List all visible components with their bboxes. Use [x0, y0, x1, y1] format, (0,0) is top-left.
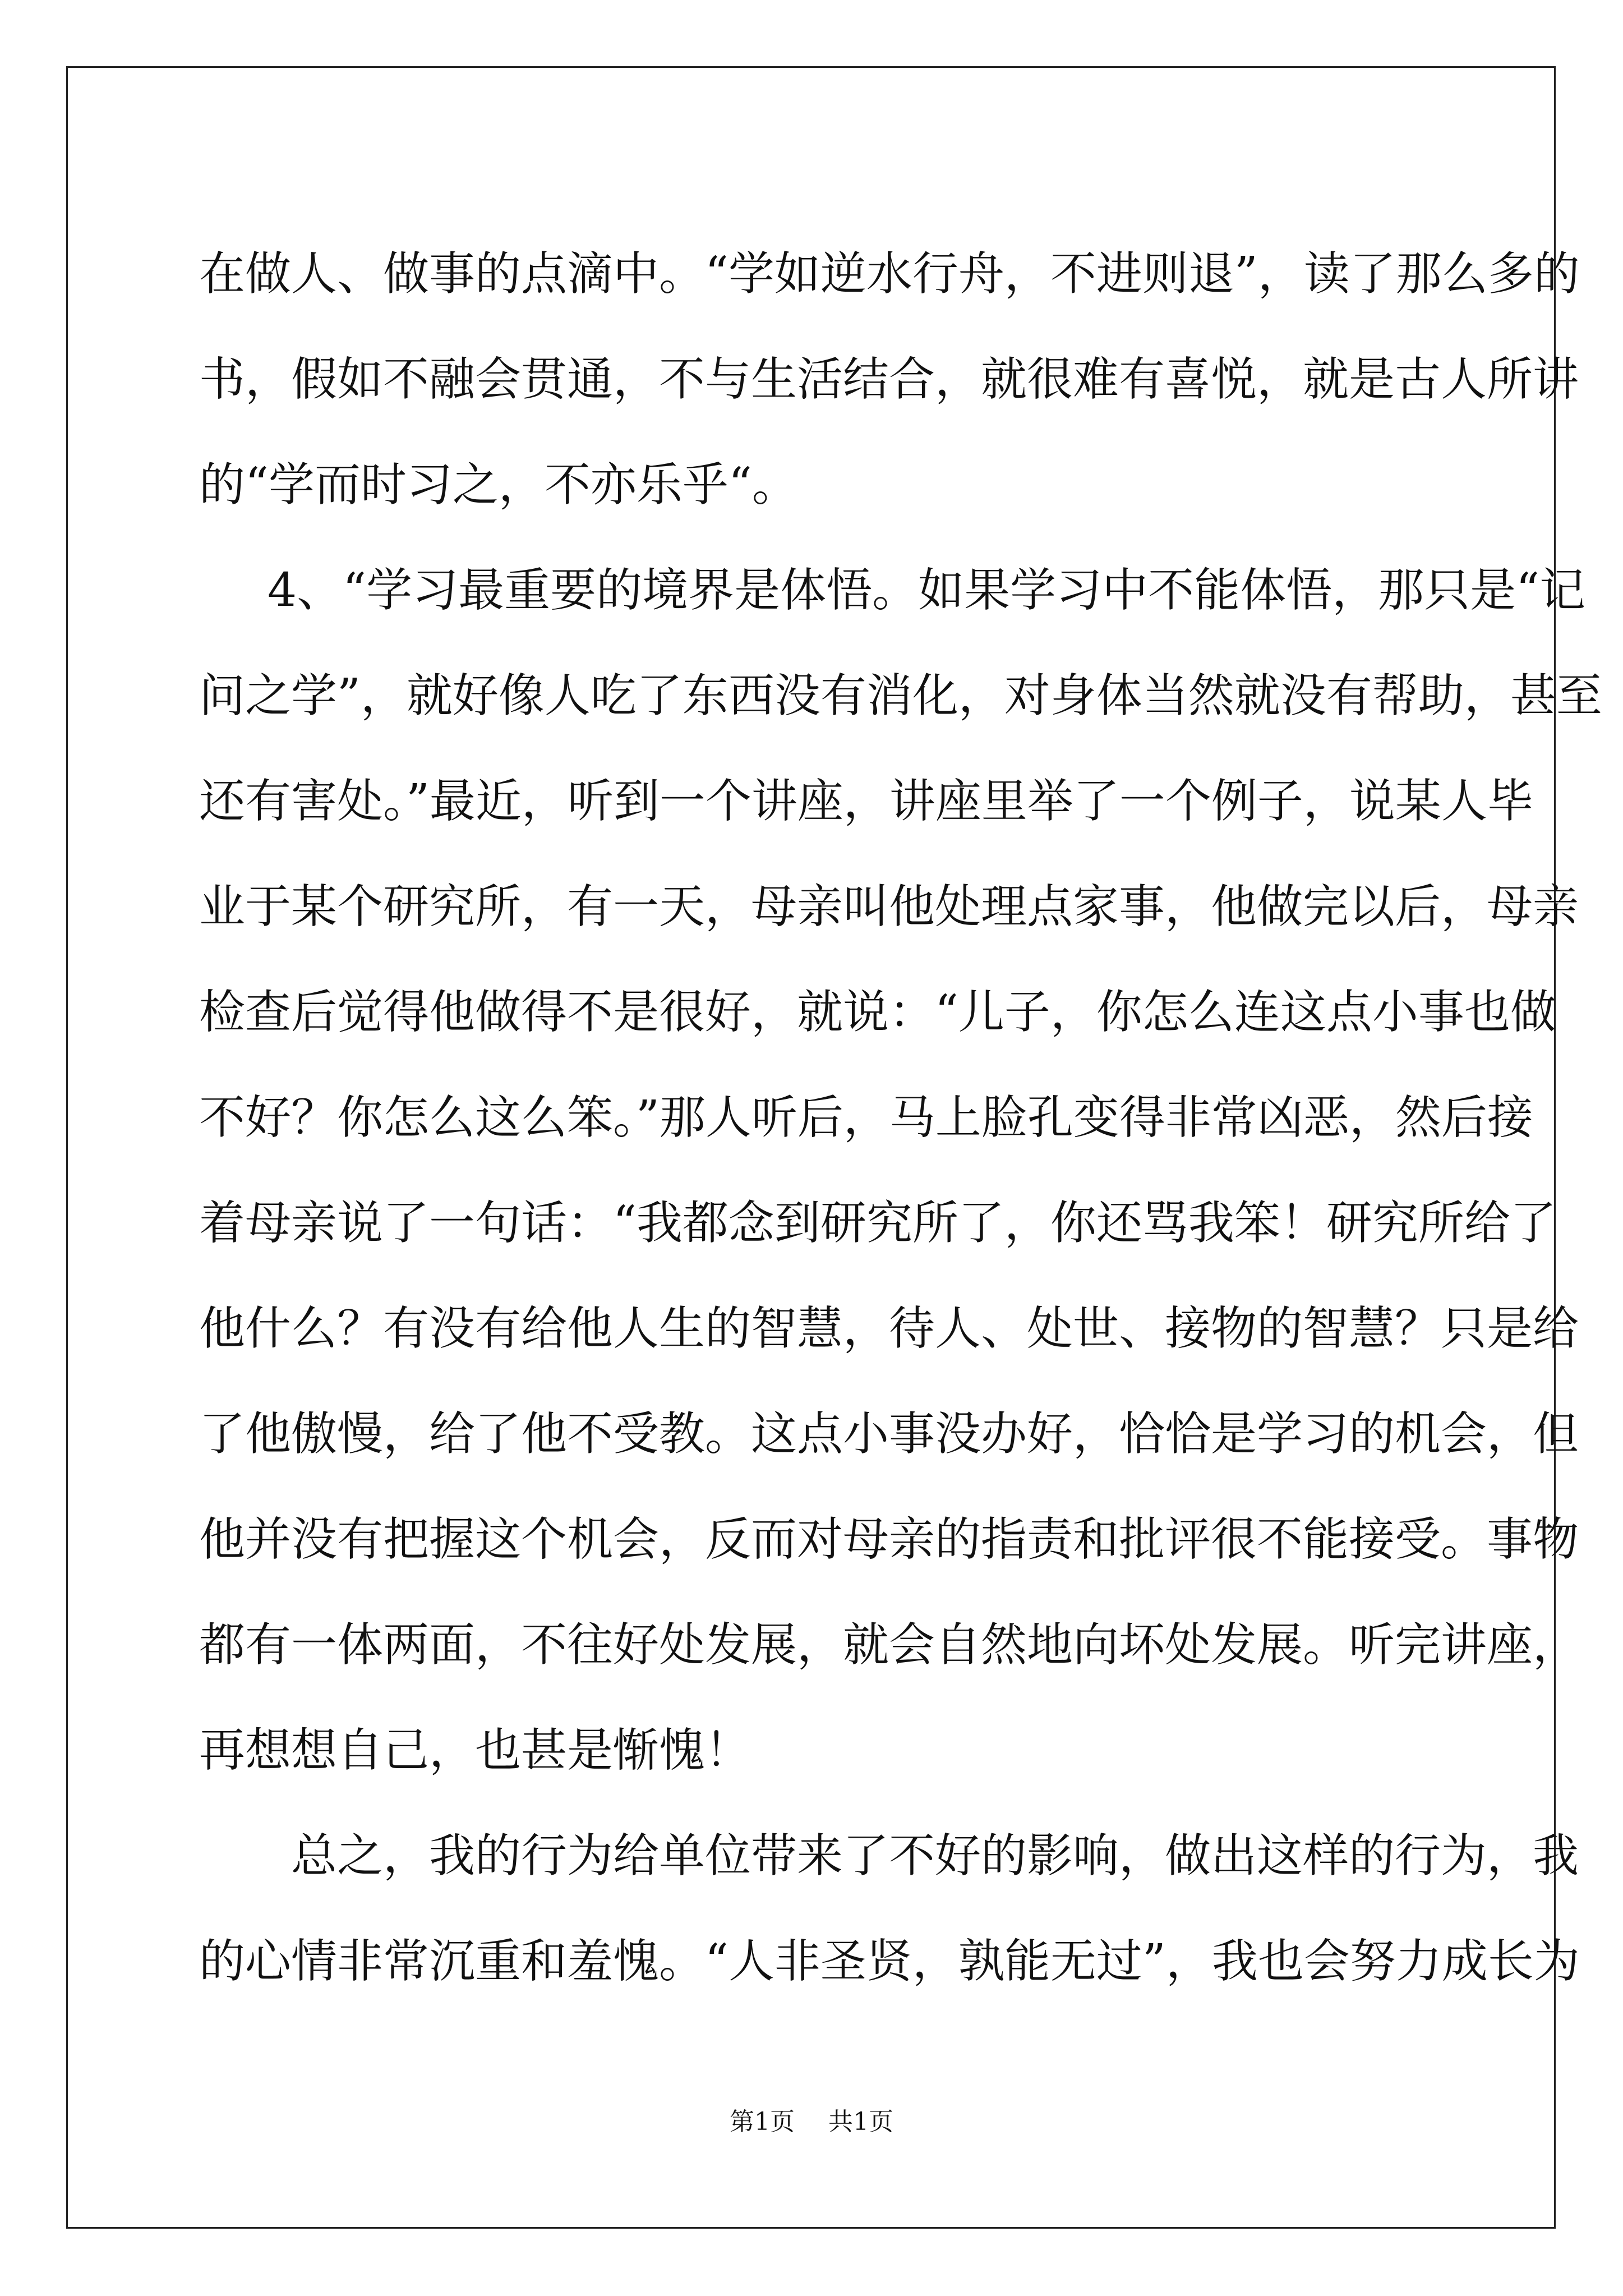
text-line: 业于某个研究所，有一天，母亲叫他处理点家事，他做完以后，母亲 — [199, 880, 1579, 933]
text-line: 了他傲慢，给了他不受教。这点小事没办好，恰恰是学习的机会，但 — [199, 1407, 1579, 1461]
text-line: 他并没有把握这个机会，反而对母亲的指责和批评很不能接受。事物 — [199, 1513, 1579, 1566]
text-line: 检查后觉得他做得不是很好，就说：“儿子，你怎么连这点小事也做 — [199, 986, 1556, 1039]
text-line: 着母亲说了一句话：“我都念到研究所了，你还骂我笨！研究所给了 — [199, 1197, 1556, 1250]
text-line: 问之学”，就好像人吃了东西没有消化，对身体当然就没有帮助，甚至 — [199, 669, 1602, 723]
text-line: 还有害处。”最近，听到一个讲座，讲座里举了一个例子，说某人毕 — [199, 775, 1533, 828]
text-line: 在做人、做事的点滴中。“学如逆水行舟，不进则退”，读了那么多的 — [199, 247, 1580, 301]
text-line: 不好？你怎么这么笨。”那人听后，马上脸孔变得非常凶恶，然后接 — [199, 1091, 1533, 1144]
text-line: 他什么？有没有给他人生的智慧，待人、处世、接物的智慧？只是给 — [199, 1302, 1579, 1355]
paragraph-start-line: 总之，我的行为给单位带来了不好的影响，做出这样的行为，我 — [291, 1829, 1579, 1883]
page-number: 第1页 — [730, 2108, 795, 2136]
text-line: 再想想自己，也甚是惭愧！ — [199, 1724, 751, 1777]
page-footer — [0, 2105, 1623, 2139]
text-line: 书，假如不融会贯通，不与生活结合，就很难有喜悦，就是古人所讲 — [199, 353, 1579, 406]
text-line: 的“学而时习之，不亦乐乎“。 — [199, 458, 798, 512]
text-line: 的心情非常沉重和羞愧。“人非圣贤，孰能无过”，我也会努力成长为 — [199, 1935, 1580, 1988]
page-total: 共1页 — [828, 2108, 893, 2136]
document-body — [199, 222, 1602, 2014]
paragraph-start-line: 4、“学习最重要的境界是体悟。如果学习中不能体悟，那只是“记 — [268, 564, 1586, 617]
text-line: 都有一体两面，不往好处发展，就会自然地向坏处发展。听完讲座， — [199, 1618, 1579, 1672]
